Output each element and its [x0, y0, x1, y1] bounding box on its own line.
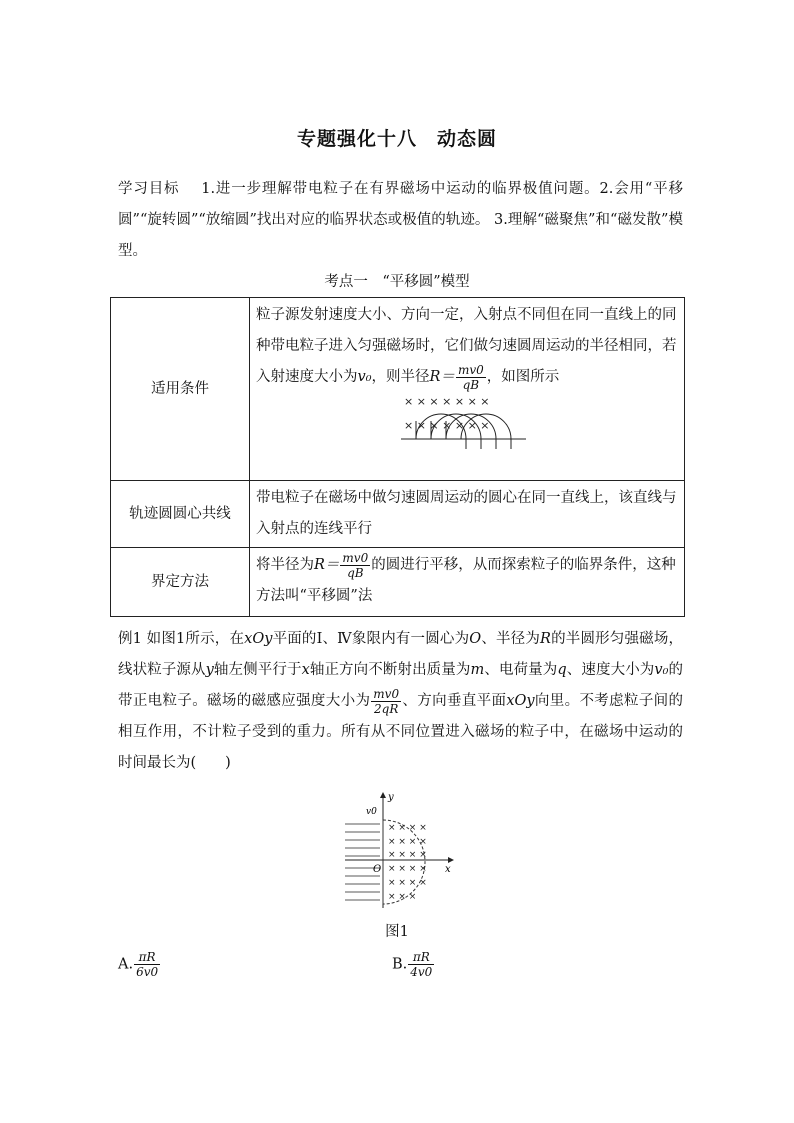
label-v0: v0 [366, 807, 377, 817]
fraction-denominator: qB [462, 377, 480, 392]
label-origin: O [373, 864, 382, 875]
option-a[interactable] [118, 950, 161, 979]
radius-fraction [456, 363, 486, 392]
svg-text:× × × ×: × × × × [388, 850, 427, 860]
svg-text:× × × ×: × × × × [388, 837, 427, 847]
ex-text: 平面的Ⅰ、Ⅳ象限内有一圆心为 [272, 631, 470, 647]
row1-text-c: ，如图所示 [486, 369, 560, 385]
ex-symbol: y [205, 662, 214, 678]
ex-symbol: O [469, 631, 482, 647]
ex-text: 、速度大小为 [566, 662, 655, 678]
circles-svg [396, 393, 596, 453]
section-heading: 考点一 “平移圆”模型 [324, 274, 470, 290]
ex-text: 轴左侧平行于 [213, 662, 302, 678]
row3-text-b: 的圆进行平移，从而探索粒子的临界条件，这种方法叫“平移圆”法 [256, 557, 676, 604]
translate-circle-figure [256, 393, 678, 453]
table-row [111, 298, 685, 481]
learning-goal [118, 174, 683, 267]
row-key: 轨迹圆圆心共线 [111, 481, 250, 548]
label-y: y [388, 792, 394, 803]
ex-text: 轴正方向不断射出质量为 [309, 662, 471, 678]
example-1 [118, 624, 683, 779]
page-title: 专题强化十八 动态圆 [296, 128, 497, 150]
option-b[interactable] [392, 950, 435, 979]
radius-symbol: R＝ [314, 557, 340, 573]
method-table [110, 297, 685, 617]
field-fraction [371, 687, 401, 716]
row-value [250, 298, 685, 481]
option-letter: B. [392, 956, 408, 973]
row1-text-b: ，则半径 [371, 369, 430, 385]
ex-symbol: xOy [244, 631, 273, 647]
ex-text: 、电荷量为 [484, 662, 558, 678]
svg-text:× × × ×: × × × × [388, 878, 427, 888]
ex-text: 向里。不考虑粒子间的相互作用，不计粒子受到的重力。所有从不同位置进入磁场的粒子中，在磁场中运动的时间最长为( ) [118, 693, 684, 771]
row-key: 适用条件 [111, 298, 250, 481]
ex-text: 的带正电粒子。磁场的磁感应强度大小为 [118, 662, 684, 709]
v0-symbol: v₀ [357, 369, 372, 385]
radius-fraction [340, 551, 370, 580]
fraction-numerator: mv0 [457, 362, 484, 377]
option-fraction [134, 950, 160, 979]
ex-text: 例1 如图1所示，在 [118, 631, 245, 647]
figure-1-diagram [330, 790, 460, 915]
ex-text: 的半圆形匀强磁场，线状粒子源从 [118, 631, 684, 678]
svg-text:× × × ×: × × × × [388, 864, 427, 874]
ex-text: 、半径为 [481, 631, 541, 647]
fraction-denominator: qB [347, 565, 364, 580]
fraction-denominator: 6v0 [136, 965, 159, 979]
ex-symbol: q [557, 662, 567, 678]
figure-caption: 图1 [385, 924, 409, 940]
fraction-numerator: πR [408, 950, 434, 965]
ex-symbol: v₀ [654, 662, 669, 678]
svg-text:× × ×: × × × [388, 892, 417, 902]
option-fraction [408, 950, 434, 979]
svg-text:× × × × × × ×: × × × × × × × [404, 395, 490, 408]
fraction-numerator: mv0 [373, 686, 400, 701]
label-x: x [445, 864, 451, 875]
row-key: 界定方法 [111, 548, 250, 617]
fraction-denominator: 2qR [374, 701, 399, 716]
ex-symbol: x [301, 662, 310, 678]
svg-text:× × × ×: × × × × [388, 823, 427, 833]
table-row [111, 481, 685, 548]
radius-symbol: R＝ [429, 369, 455, 385]
goal-text: 1.进一步理解带电粒子在有界磁场中运动的临界极值问题。2.会用“平移圆”“旋转圆”“放缩圆”找出对应的临界状态或极值的轨迹。 3.理解“磁聚焦”和“磁发散”模型。 [118, 181, 684, 259]
ex-symbol: R [540, 631, 551, 647]
goal-label: 学习目标 [118, 181, 180, 197]
row-value [250, 548, 685, 617]
row1-text-a: 粒子源发射速度大小、方向一定，入射点不同但在同一直线上的同种带电粒子进入匀强磁场时，它们做匀速圆周运动的半径相同，若入射速度大小为 [256, 307, 677, 385]
option-letter: A. [118, 956, 134, 973]
ex-symbol: xOy [506, 693, 535, 709]
fraction-numerator: πR [134, 950, 160, 965]
table-row [111, 548, 685, 617]
fraction-numerator: mv0 [342, 550, 369, 565]
svg-text:× × × × × × ×: × × × × × × × [404, 419, 490, 432]
row-value: 带电粒子在磁场中做匀速圆周运动的圆心在同一直线上，该直线与入射点的连线平行 [250, 481, 685, 548]
row3-text-a: 将半径为 [256, 557, 314, 573]
ex-symbol: m [470, 662, 485, 678]
ex-text: 、方向垂直平面 [402, 693, 507, 709]
fraction-denominator: 4v0 [410, 965, 433, 979]
